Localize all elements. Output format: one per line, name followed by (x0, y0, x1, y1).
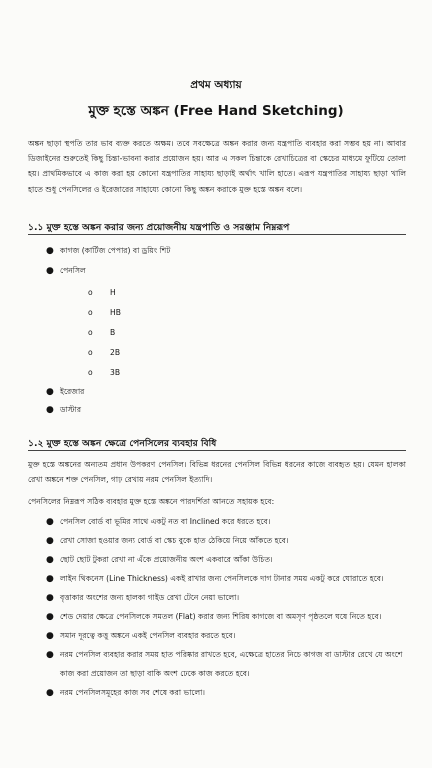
section-divider (28, 234, 406, 235)
circle-bullet-icon: o (88, 348, 93, 357)
pencil-intro-paragraph: মুক্ত হস্তে অঙ্কনের অন্যতম প্রধান উপকরণ পেনসিল। বিভিন্ন ধরনের পেনসিল বিভিন্ন ধরনের কাজে ব্যবহৃত হয়। যেমন হালকা রেখা অঙ্কনে শক্ত পেনসিল, গাঢ় রেখায় নরম পেনসিল ইত্যাদি। (28, 460, 406, 485)
list-item: ● নরম পেনসিল ব্যবহার করার সময় হাত পরিষ্কার রাখতে হবে, এক্ষেত্রে হাতের নিচে কাগজ বা ডাস্টার রেখে যে অংশে কাজ করা প্রয়োজন তা ছাড়া বাকি অংশ ঢেকে কাজ করতে হবে। (46, 645, 408, 683)
list-item: ● ডাস্টার (46, 401, 408, 419)
bullet-icon: ● (46, 246, 54, 256)
equipment-list (46, 241, 408, 419)
bullet-icon: ● (46, 536, 54, 546)
list-item: ● শেড দেয়ার ক্ষেত্রে পেনসিলকে সমতল (Flat) করার জন্য শিরিষ কাগজে বা অমসৃণ পৃষ্ঠতলে ঘষে নিতে হবে। (46, 607, 408, 626)
bullet-icon: ● (46, 405, 54, 415)
pencil-grade-list (88, 283, 408, 383)
list-item: o B (88, 323, 408, 343)
section-heading-1-2: ১.২ মুক্ত হস্তে অঙ্কন ক্ষেত্রে পেনসিলের ব্যবহার বিধি (28, 438, 217, 449)
bullet-icon: ● (46, 387, 54, 397)
list-item: o 2B (88, 343, 408, 363)
list-item: ● রেখা সোজা হওয়ার জন্য বোর্ড বা স্কেচ বুকে হাত ঠেকিয়ে নিয়ে আঁকতে হবে। (46, 531, 408, 550)
list-item: o H (88, 283, 408, 303)
page-title: মুক্ত হস্তে অঙ্কন (Free Hand Sketching) (88, 103, 344, 119)
bullet-icon: ● (46, 555, 54, 565)
pencil-rules-list (46, 512, 408, 702)
section-heading-1-1: ১.১ মুক্ত হস্তে অঙ্কন করার জন্য প্রয়োজনীয় যন্ত্রপাতি ও সরঞ্জাম নিম্নরূপ (28, 222, 290, 233)
list-item: ● কাগজ (কার্টিজ পেপার) বা ড্রয়িং শিট (46, 241, 408, 261)
list-item: o HB (88, 303, 408, 323)
circle-bullet-icon: o (88, 308, 93, 317)
list-item: o 3B (88, 363, 408, 383)
list-item: ● ইরেজার (46, 383, 408, 401)
list-item: ● পেনসিল বোর্ড বা ভূমির সাথে একটু নত বা Inclined করে ধরতে হবে। (46, 512, 408, 531)
pencil-usage-paragraph: পেনসিলের নিম্নরূপ সঠিক ব্যবহার মুক্ত হস্তে অঙ্কনে পারদর্শিতা আনতে সহায়ক হবে: (28, 497, 275, 506)
bullet-icon: ● (46, 650, 54, 660)
list-item: ● পেনসিল o H o HB o B o 2B o 3B (46, 261, 408, 383)
circle-bullet-icon: o (88, 328, 93, 337)
bullet-icon: ● (46, 631, 54, 641)
list-item: ● বৃত্তাকার অংশের জন্য হালকা গাইড রেখা টেনে নেয়া ভালো। (46, 588, 408, 607)
circle-bullet-icon: o (88, 288, 93, 297)
bullet-icon: ● (46, 688, 54, 698)
list-item: ● নরম পেনসিলসমূহের কাজ সব শেষে করা ভালো। (46, 683, 408, 702)
list-item: ● লাইন থিকনেস (Line Thickness) একই রাখার জন্য পেনসিলকে দাগ টানার সময় একটু করে ঘোরাতে হবে। (46, 569, 408, 588)
list-item: ● সমান দূরত্বে কত্তু অঙ্কনে একই পেনসিল ব্যবহার করতে হবে। (46, 626, 408, 645)
bullet-icon: ● (46, 593, 54, 603)
bullet-icon: ● (46, 612, 54, 622)
bullet-icon: ● (46, 517, 54, 527)
intro-paragraph: অঙ্কন ছাড়া স্থপতি তার ভাব ব্যক্ত করতে অক্ষম। তবে সবক্ষেত্রে অঙ্কন করার জন্য যন্ত্রপাতি ব্যবহার করা সম্ভব হয় না। আবার ডিজাইনের শুরুতেই কিছু চিন্তা-ভাবনা করার প্রয়োজন হয়। আর এ সকল চিন্তাকে রেখাচিত্রের বা স্কেচের মাধ্যমে ফুটিয়ে তোলা হয়। প্রাথমিকভাবে এ কাজ করা হয় কোনো যন্ত্রপাতির সাহায্য ছাড়াই অর্থাৎ খালি হাতে। এরূপ যন্ত্রপাতির সাহায্য ছাড়া খালি হাতে শুধু পেনসিলের ও ইরেজারের সাহায্যে কোনো কিছু অঙ্কন করাকে মুক্ত হস্তে অঙ্কন বলে। (28, 139, 406, 194)
section-divider (28, 450, 406, 451)
list-item: ● ছোট ছোট টুকরা রেখা না এঁকে প্রয়োজনীয় অংশ একবারে আঁকা উচিত। (46, 550, 408, 569)
bullet-icon: ● (46, 266, 54, 276)
chapter-label: প্রথম অধ্যায় (190, 79, 242, 91)
circle-bullet-icon: o (88, 368, 93, 377)
bullet-icon: ● (46, 574, 54, 584)
